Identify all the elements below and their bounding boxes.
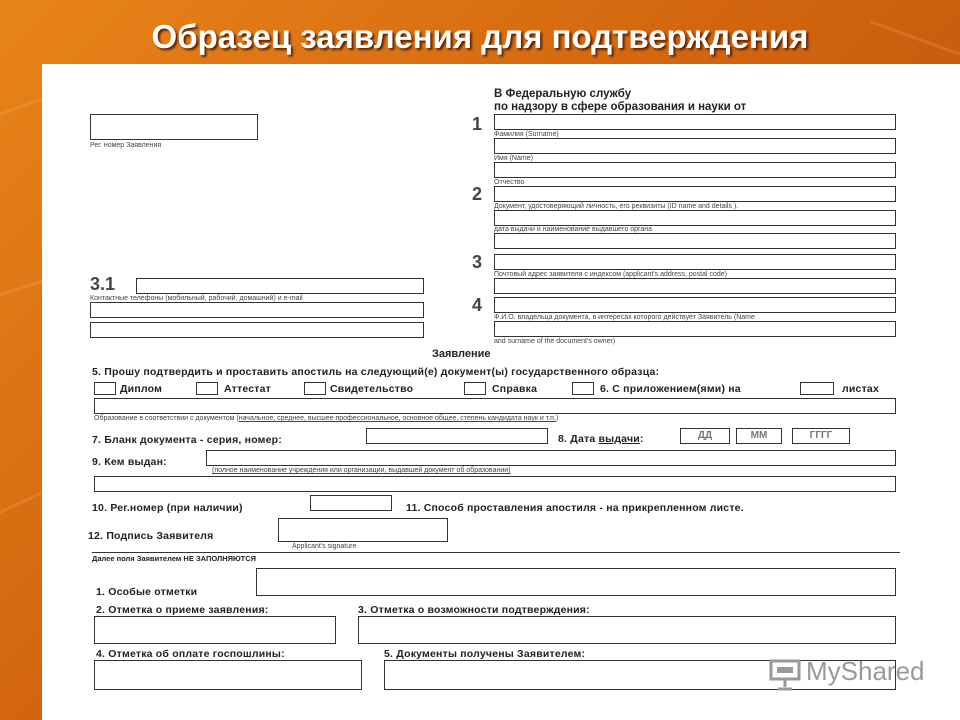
application-form-sheet xyxy=(42,64,960,720)
item-5-label: 5. Прошу подтвердить и проставить апостиль на следующий(е) документ(ы) государственного образца: xyxy=(92,366,660,378)
sheets-count-field[interactable] xyxy=(800,382,834,395)
section-number-3-1: 3.1 xyxy=(90,274,116,294)
office-4-label: 4. Отметка об оплате госпошлины: xyxy=(96,648,285,660)
office-divider xyxy=(92,552,900,553)
office-2-label: 2. Отметка о приеме заявления: xyxy=(96,604,269,616)
office-5-label: 5. Документы получены Заявителем: xyxy=(384,648,586,660)
reg-number-doc-field[interactable] xyxy=(310,495,392,511)
item-6-label: 6. С приложением(ями) на xyxy=(600,383,741,395)
reg-number-box[interactable] xyxy=(90,114,258,140)
item-11-label: 11. Способ проставления апостиля - на прикрепленном листе. xyxy=(406,502,744,514)
issued-by-field[interactable] xyxy=(206,450,896,466)
item-8-label xyxy=(558,433,644,445)
slide-title: Образец заявления для подтверждения xyxy=(151,18,809,55)
checkbox-attachments[interactable] xyxy=(572,382,594,395)
email-field[interactable] xyxy=(90,322,424,338)
id-document-label: Документ, удостоверяющий личность, его реквизиты (ID name and details ). xyxy=(494,203,739,210)
surname-label: Фамилия (Surname) xyxy=(494,131,559,138)
item-9-note: (полное наименование учреждения или организации, выдавшей документ об образовании) xyxy=(212,467,511,474)
patronymic-field[interactable] xyxy=(494,162,896,178)
issue-date-label: дата выдачи и наименование выдавшего органа xyxy=(494,226,653,233)
education-note xyxy=(94,415,558,422)
office-note: Далее поля Заявителем НЕ ЗАПОЛНЯЮТСЯ xyxy=(92,554,256,563)
confirmation-mark-field[interactable] xyxy=(358,616,896,644)
patronymic-label: Отчество xyxy=(494,179,525,186)
owner-field-2[interactable] xyxy=(494,321,896,337)
id-document-field[interactable] xyxy=(494,186,896,202)
section-number-4: 4 xyxy=(472,295,483,315)
owner-field[interactable] xyxy=(494,297,896,313)
recipient-line-2: по надзору в сфере образования и науки от xyxy=(494,101,747,113)
presentation-board-icon xyxy=(768,657,802,696)
phones-field[interactable] xyxy=(136,278,424,294)
address-field[interactable] xyxy=(494,254,896,270)
office-3-label: 3. Отметка о возможности подтверждения: xyxy=(358,604,590,616)
name-field[interactable] xyxy=(494,138,896,154)
fee-payment-field[interactable] xyxy=(94,660,362,690)
item-12-label: 12. Подпись Заявителя xyxy=(88,530,214,542)
section-number-3: 3 xyxy=(472,252,483,272)
signature-note: Applicant's signature xyxy=(292,543,357,550)
issued-by-field-2[interactable] xyxy=(94,476,896,492)
name-label: Имя (Name) xyxy=(494,155,533,162)
education-note-suffix: ) xyxy=(555,415,559,422)
option-attestat: Аттестат xyxy=(224,383,271,395)
item-8-prefix: 8. Дата xyxy=(558,433,599,445)
form-heading: Заявление xyxy=(432,348,491,360)
option-diploma: Диплом xyxy=(120,383,163,395)
signature-field[interactable] xyxy=(278,518,448,542)
checkbox-diploma[interactable] xyxy=(94,382,116,395)
surname-field[interactable] xyxy=(494,114,896,130)
education-note-prefix: Образование в соответствии с документом ( xyxy=(94,415,239,422)
item-8-suffix: : xyxy=(639,433,644,445)
date-month-field[interactable]: ММ xyxy=(736,428,782,444)
education-note-levels: начальное, среднее, высшее профессиональное, основное общее, степень кандидата наук и т.п. xyxy=(238,415,556,422)
checkbox-certificate[interactable] xyxy=(304,382,326,395)
checkbox-attestat[interactable] xyxy=(196,382,218,395)
option-spravka: Справка xyxy=(492,383,538,395)
series-number-field[interactable] xyxy=(366,428,548,444)
id-document-field-2[interactable] xyxy=(494,210,896,226)
date-day-field[interactable]: ДД xyxy=(680,428,730,444)
owner-label: Ф.И.О. владельца документа, в интересах которого действует Заявитель (Name xyxy=(494,314,755,321)
office-1-label: 1. Особые отметки xyxy=(96,586,198,598)
item-8-underlined: выдачи xyxy=(598,433,640,445)
owner-label-en: and surname of the document's owner) xyxy=(494,338,616,345)
item-9-label: 9. Кем выдан: xyxy=(92,456,167,468)
issuer-field[interactable] xyxy=(494,233,896,249)
option-certificate: Свидетельство xyxy=(330,383,414,395)
checkbox-spravka[interactable] xyxy=(464,382,486,395)
section-number-1: 1 xyxy=(472,114,483,134)
address-field-2[interactable] xyxy=(494,278,896,294)
reg-number-label: Рег. номер Заявления xyxy=(90,142,162,149)
recipient-line-1: В Федеральную службу xyxy=(494,88,632,100)
date-year-field[interactable]: ГГГГ xyxy=(792,428,850,444)
education-field[interactable] xyxy=(94,398,896,414)
item-10-label: 10. Рег.номер (при наличии) xyxy=(92,502,243,514)
item-6-sheets: листах xyxy=(842,383,879,395)
special-notes-field[interactable] xyxy=(256,568,896,596)
item-7-label: 7. Бланк документа - серия, номер: xyxy=(92,434,282,446)
section-number-2: 2 xyxy=(472,184,483,204)
phones-label: Контактные телефоны (мобильный, рабочий, домашний) и e-mail xyxy=(90,295,303,302)
address-label: Почтовый адрес заявителя с индексом (applicant's address, postal code) xyxy=(494,271,728,278)
watermark-text: MyShared xyxy=(806,656,925,686)
acceptance-mark-field[interactable] xyxy=(94,616,336,644)
phones-field-2[interactable] xyxy=(90,302,424,318)
